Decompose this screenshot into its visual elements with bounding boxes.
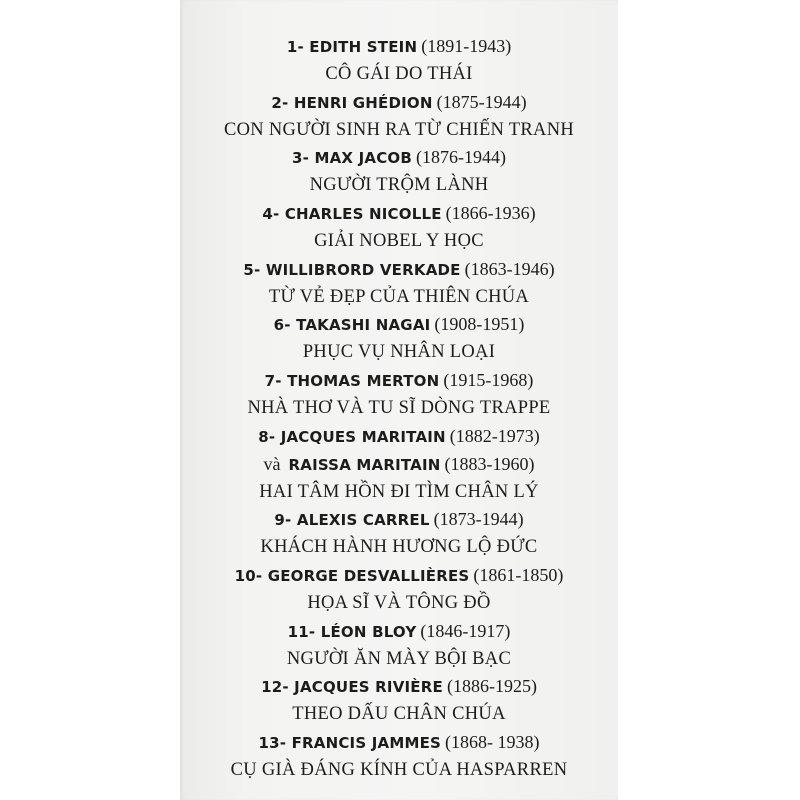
list-item <box>180 144 618 200</box>
entry-heading <box>180 618 618 646</box>
person-name: 2- HENRI GHÉDION <box>271 93 433 112</box>
life-dates: (1866-1936) <box>445 203 536 224</box>
list-item <box>180 311 618 367</box>
person-name: 11- LÉON BLOY <box>287 622 417 641</box>
entry-heading <box>180 89 618 117</box>
person-name: RAISSA MARITAIN <box>288 455 441 474</box>
entry-subtitle: PHỤC VỤ NHÂN LOẠI <box>302 342 496 363</box>
list-item <box>180 367 618 423</box>
list-item <box>180 33 618 89</box>
entry-heading-second <box>180 451 618 479</box>
entry-heading <box>180 673 618 701</box>
entry-heading <box>180 506 618 534</box>
entry-subtitle: NGƯỜI TRỘM LÀNH <box>309 175 489 196</box>
entry-heading <box>180 311 618 339</box>
entry-heading <box>180 144 618 172</box>
list-item <box>180 673 618 729</box>
entry-subtitle: CỤ GIÀ ĐÁNG KÍNH CỦA HASPARREN <box>230 759 568 780</box>
person-name: 5- WILLIBRORD VERKADE <box>243 260 461 279</box>
entry-subtitle: HỌA SĨ VÀ TÔNG ĐỒ <box>307 592 491 613</box>
life-dates: (1873-1944) <box>433 509 524 530</box>
entry-subtitle: HAI TÂM HỒN ĐI TÌM CHÂN LÝ <box>259 481 539 502</box>
person-name: 7- THOMAS MERTON <box>264 372 440 391</box>
list-item <box>180 562 618 618</box>
entry-subtitle: NGƯỜI ĂN MÀY BỘI BẠC <box>286 648 512 669</box>
life-dates: (1908-1951) <box>434 314 525 335</box>
entry-heading <box>180 729 618 757</box>
life-dates: (1861-1850) <box>473 565 564 586</box>
list-item <box>180 729 618 785</box>
entry-subtitle: NHÀ THƠ VÀ TU SĨ DÒNG TRAPPE <box>247 397 551 418</box>
person-name: 10- GEORGE DESVALLIÈRES <box>234 567 470 586</box>
entry-subtitle: THEO DẤU CHÂN CHÚA <box>292 704 506 725</box>
entry-subtitle: GIẢI NOBEL Y HỌC <box>314 230 484 251</box>
person-name: 9- ALEXIS CARREL <box>274 511 430 530</box>
life-dates: (1886-1925) <box>446 676 537 697</box>
entry-heading <box>180 562 618 590</box>
list-item <box>180 256 618 312</box>
entry-heading <box>180 423 618 451</box>
life-dates: (1915-1968) <box>443 370 534 391</box>
entry-heading <box>180 256 618 284</box>
life-dates: (1868- 1938) <box>445 732 540 753</box>
life-dates: (1863-1946) <box>464 258 555 279</box>
life-dates: (1875-1944) <box>436 91 527 112</box>
list-item <box>180 423 618 507</box>
list-item <box>180 200 618 256</box>
person-name: 4- CHARLES NICOLLE <box>262 205 442 224</box>
life-dates: (1883-1960) <box>444 453 535 474</box>
person-name: 8- JACQUES MARITAIN <box>258 427 446 446</box>
entry-heading <box>180 33 618 61</box>
life-dates: (1891-1943) <box>421 36 512 56</box>
person-name: 12- JACQUES RIVIÈRE <box>261 678 443 697</box>
life-dates: (1846-1917) <box>420 620 511 641</box>
entry-subtitle: CON NGƯỜI SINH RA TỪ CHIẾN TRANH <box>223 119 575 140</box>
connector-word: và <box>263 453 281 474</box>
person-name: 1- EDITH STEIN <box>286 38 418 56</box>
entry-subtitle: TỪ VẺ ĐẸP CỦA THIÊN CHÚA <box>268 286 530 307</box>
person-name: 13- FRANCIS JAMMES <box>258 734 442 753</box>
list-item <box>180 506 618 562</box>
entry-heading <box>180 367 618 395</box>
entry-heading <box>180 200 618 228</box>
entry-subtitle: KHÁCH HÀNH HƯƠNG LỘ ĐỨC <box>260 537 538 558</box>
list-item <box>180 618 618 674</box>
life-dates: (1882-1973) <box>449 425 540 446</box>
table-of-contents <box>180 33 618 785</box>
person-name: 6- TAKASHI NAGAI <box>273 316 431 335</box>
entry-subtitle: CÔ GÁI DO THÁI <box>325 63 473 84</box>
person-name: 3- MAX JACOB <box>292 149 412 168</box>
life-dates: (1876-1944) <box>416 147 506 168</box>
list-item <box>180 89 618 145</box>
